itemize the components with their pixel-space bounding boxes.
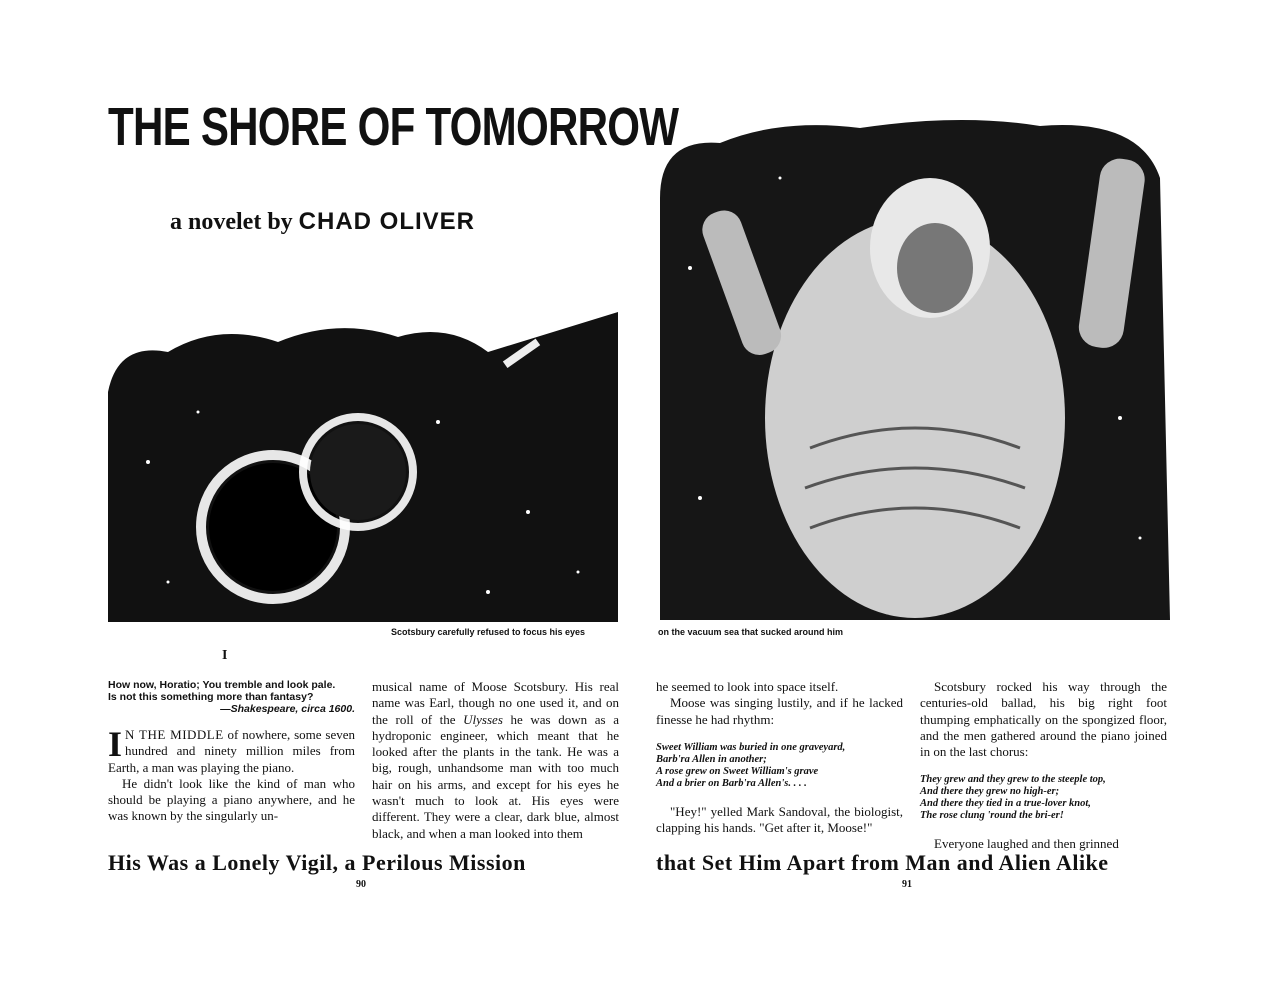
paragraph: "Hey!" yelled Mark Sandoval, the biologist, clapping his hands. "Get after it, Moose!"	[656, 803, 903, 836]
page-number-right: 91	[902, 879, 912, 890]
epigraph-line: Is not this something more than fantasy?	[108, 691, 314, 703]
caption-right: on the vacuum sea that sucked around him	[658, 627, 844, 637]
verse-line: They grew and they grew to the steeple top,	[920, 774, 1106, 786]
paragraph: He didn't look like the kind of man who should be playing a piano anywhere, and he was known by the singularly un-	[108, 775, 355, 824]
verse	[920, 774, 1167, 822]
epigraph	[108, 679, 355, 715]
paragraph: he seemed to look into space itself.	[656, 679, 839, 694]
paragraph	[372, 679, 619, 842]
paragraph-text: he was down as a hydroponic engineer, which meant that he looked after the plants in the tank. He was a big, rough, unhandsome man with too much hair on his arms, and except for his eyes he wasn't much to look at. His eyes were different. They were a clear, dark blue, almost black, and when a man looked into them	[372, 711, 619, 841]
verse-line: Barb'ra Allen in another;	[656, 753, 767, 765]
epigraph-line: How now, Horatio; You tremble and look pale.	[108, 679, 336, 691]
verse-line: And a brier on Barb'ra Allen's. . . .	[656, 777, 807, 789]
right-column-1	[656, 679, 903, 836]
drop-cap: I	[108, 724, 123, 764]
opening-caps: N THE MIDDLE	[125, 727, 224, 742]
epigraph-attribution: —Shakespeare, circa 1600.	[220, 703, 355, 715]
verse-line: Sweet William was buried in one graveyard,	[656, 741, 846, 753]
byline-prefix: a novelet by	[170, 209, 293, 235]
illustration-astronaut	[660, 118, 1170, 620]
verse-line: The rose clung 'round the bri-er!	[920, 810, 1064, 822]
ship-name: Ulysses	[463, 711, 503, 727]
paragraph	[108, 724, 355, 776]
byline	[170, 208, 475, 236]
author-name: CHAD OLIVER	[298, 208, 476, 235]
verse	[656, 742, 903, 790]
tagline-left: His Was a Lonely Vigil, a Perilous Mission	[108, 850, 526, 875]
right-column-2	[920, 679, 1167, 853]
story-title: THE SHORE OF TOMORROW	[108, 97, 679, 157]
paragraph-text: musical name of Moose Scotsbury. His real name was Earl, though no one used it, and on the roll of the	[372, 679, 619, 727]
left-column-2	[372, 679, 619, 842]
tagline-right: that Set Him Apart from Man and Alien Alike	[656, 850, 1109, 875]
page-number-left: 90	[356, 879, 366, 890]
verse-line: A rose grew on Sweet William's grave	[656, 765, 819, 777]
paragraph: Everyone laughed and then grinned	[934, 836, 1119, 852]
verse-line: And there they grew no high-er;	[920, 786, 1060, 798]
paragraph-text: of nowhere, some seven hundred and ninety million miles from Earth, a man was playing the piano.	[108, 727, 355, 775]
verse-line: And there they tied in a true-lover knot,	[920, 798, 1091, 810]
caption-left: Scotsbury carefully refused to focus his eyes	[391, 627, 586, 637]
illustration-eclipse	[108, 312, 618, 622]
paragraph: Scotsbury rocked his way through the centuries-old ballad, his big right foot thumping emphatically on the spongized floor, and the men gathered around the piano joined in on the last chorus:	[920, 679, 1167, 760]
paragraph: Moose was singing lustily, and if he lacked finesse he had rhythm:	[656, 695, 903, 727]
section-number: I	[222, 648, 228, 663]
left-column-1	[108, 679, 355, 825]
